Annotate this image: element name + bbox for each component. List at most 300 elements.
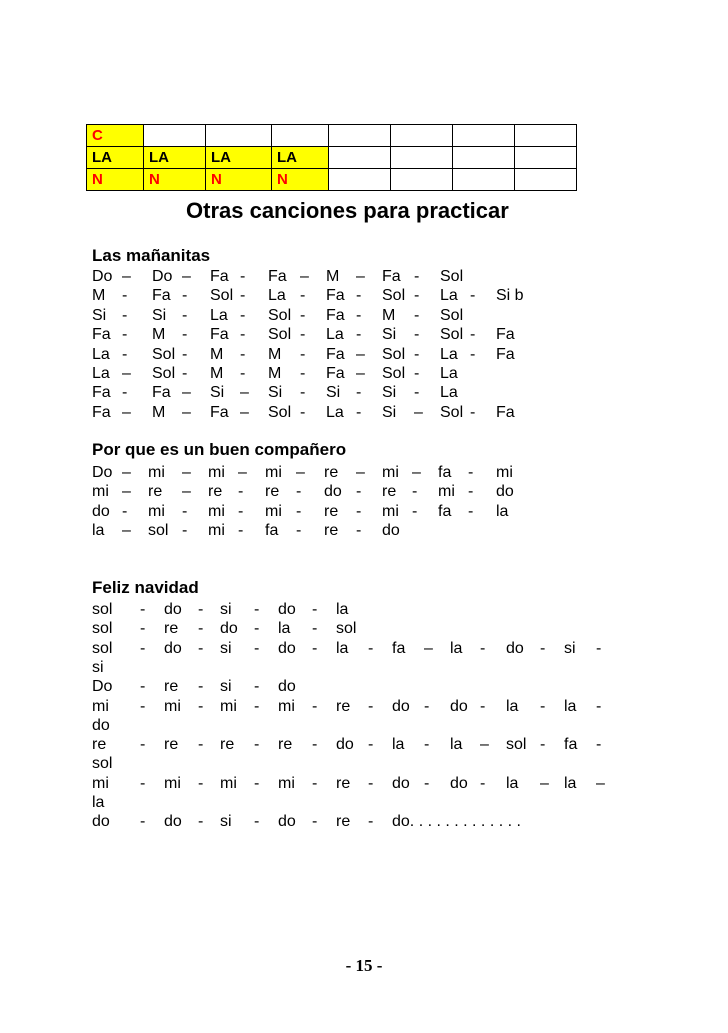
note-token: do — [92, 503, 110, 520]
note-token: – — [296, 464, 305, 481]
note-token: mi — [438, 483, 455, 500]
table-cell: N — [206, 169, 272, 191]
note-token: – — [182, 384, 191, 401]
note-token: mi — [220, 698, 237, 715]
note-token: Fa — [326, 365, 345, 382]
note-token: Si — [210, 384, 225, 401]
note-token: - — [254, 813, 260, 830]
note-token: – — [480, 736, 489, 753]
note-token: - — [480, 775, 486, 792]
note-token: - — [140, 775, 146, 792]
note-token: La — [440, 384, 458, 401]
note-token: - — [198, 640, 204, 657]
note-token: re — [220, 736, 235, 753]
note-token: - — [198, 775, 204, 792]
note-token: - — [480, 698, 486, 715]
note-token: - — [254, 736, 260, 753]
note-token: Si — [152, 307, 167, 324]
note-token: la — [450, 736, 463, 753]
note-token: Fa — [326, 287, 345, 304]
note-token: - — [122, 287, 128, 304]
note-token: la — [496, 503, 509, 520]
note-token: - — [470, 287, 476, 304]
note-token: Fa — [92, 384, 111, 401]
note-token: - — [470, 346, 476, 363]
table-cell: C — [87, 125, 144, 147]
table-cell: N — [144, 169, 206, 191]
note-token: si — [220, 601, 232, 618]
note-token: - — [238, 483, 244, 500]
table-cell — [329, 169, 391, 191]
note-token: mi — [148, 503, 165, 520]
note-token: – — [122, 522, 131, 539]
note-token: Sol — [440, 326, 464, 343]
note-token: - — [240, 365, 246, 382]
note-token: M — [210, 365, 224, 382]
note-token: - — [424, 736, 430, 753]
note-token: - — [312, 698, 318, 715]
note-token: - — [312, 640, 318, 657]
note-token: - — [122, 326, 128, 343]
note-token: re — [92, 736, 107, 753]
table-cell — [515, 147, 577, 169]
note-token: si — [220, 678, 232, 695]
note-token: - — [198, 601, 204, 618]
note-token: La — [440, 346, 458, 363]
table-cell: LA — [206, 147, 272, 169]
table-cell: LA — [144, 147, 206, 169]
song-title: Feliz navidad — [92, 578, 199, 597]
note-token: la — [506, 775, 519, 792]
note-token: – — [356, 464, 365, 481]
note-token: sol — [92, 601, 113, 618]
note-token: - — [140, 620, 146, 637]
note-token: - — [356, 326, 362, 343]
note-token: Fa — [92, 404, 111, 421]
note-token: - — [300, 326, 306, 343]
note-token: M — [210, 346, 224, 363]
note-token: - — [470, 326, 476, 343]
note-token: Fa — [326, 346, 345, 363]
table-cell — [272, 125, 329, 147]
note-token: mi — [92, 698, 109, 715]
note-token: - — [468, 464, 474, 481]
note-token: M — [268, 346, 282, 363]
note-token: Si b — [496, 287, 524, 304]
note-token: re — [336, 698, 351, 715]
note-token: do — [92, 813, 110, 830]
note-token: - — [540, 698, 546, 715]
note-token: - — [140, 813, 146, 830]
note-token: M — [326, 268, 340, 285]
table-cell: N — [272, 169, 329, 191]
table-cell — [453, 147, 515, 169]
note-token: La — [92, 365, 110, 382]
table-cell: LA — [272, 147, 329, 169]
note-token: – — [356, 268, 365, 285]
song-title: Las mañanitas — [92, 246, 211, 265]
note-token: - — [356, 522, 362, 539]
note-token: M — [152, 326, 166, 343]
note-token: - — [312, 775, 318, 792]
note-token: La — [440, 287, 458, 304]
note-token: – — [122, 404, 131, 421]
note-token: - — [312, 620, 318, 637]
note-token: - — [140, 736, 146, 753]
table-cell — [391, 169, 453, 191]
note-token: – — [122, 483, 131, 500]
note-token: mi — [220, 775, 237, 792]
note-token: do. . . . . . . . . . . . . — [392, 813, 521, 830]
note-token: Sol — [440, 404, 464, 421]
note-token: Fa — [496, 404, 515, 421]
note-token: fa — [392, 640, 406, 657]
note-token: re — [336, 813, 351, 830]
note-token: - — [300, 287, 306, 304]
note-token: - — [414, 346, 420, 363]
note-token: do — [450, 775, 468, 792]
note-token: - — [182, 287, 188, 304]
note-token: - — [356, 307, 362, 324]
note-token: - — [140, 640, 146, 657]
note-token: Si — [268, 384, 283, 401]
note-token: sol — [506, 736, 527, 753]
note-token: si — [92, 659, 104, 676]
note-token: re — [148, 483, 163, 500]
note-token: Do — [152, 268, 173, 285]
note-token: - — [254, 775, 260, 792]
note-token: Sol — [382, 287, 406, 304]
note-token: re — [278, 736, 293, 753]
table-cell — [515, 169, 577, 191]
note-token: mi — [208, 522, 225, 539]
note-token: re — [324, 464, 339, 481]
note-token: La — [210, 307, 228, 324]
note-token: mi — [208, 503, 225, 520]
note-token: do — [496, 483, 514, 500]
note-token: do — [506, 640, 524, 657]
note-token: Si — [382, 326, 397, 343]
table-cell — [453, 169, 515, 191]
note-token: - — [140, 601, 146, 618]
note-token: - — [198, 678, 204, 695]
note-token: re — [164, 620, 179, 637]
note-token: - — [122, 346, 128, 363]
note-token: sol — [336, 620, 357, 637]
note-token: - — [238, 503, 244, 520]
note-token: M — [382, 307, 396, 324]
note-token: La — [92, 346, 110, 363]
table-cell — [206, 125, 272, 147]
note-token: - — [414, 384, 420, 401]
note-token: do — [336, 736, 354, 753]
note-token: la — [450, 640, 463, 657]
note-token: Sol — [382, 365, 406, 382]
note-token: – — [122, 365, 131, 382]
note-token: - — [122, 503, 128, 520]
note-token: la — [278, 620, 291, 637]
note-token: Fa — [152, 287, 171, 304]
note-token: - — [140, 698, 146, 715]
note-token: – — [182, 404, 191, 421]
note-token: - — [468, 503, 474, 520]
note-token: Fa — [152, 384, 171, 401]
note-token: mi — [382, 503, 399, 520]
note-token: – — [182, 268, 191, 285]
note-token: M — [152, 404, 166, 421]
note-token: - — [300, 307, 306, 324]
note-token: - — [424, 698, 430, 715]
note-token: M — [268, 365, 282, 382]
table-cell: N — [87, 169, 144, 191]
note-token: – — [182, 464, 191, 481]
note-token: do — [278, 601, 296, 618]
note-token: mi — [265, 464, 282, 481]
note-token: – — [540, 775, 549, 792]
note-token: - — [198, 736, 204, 753]
note-token: - — [414, 326, 420, 343]
note-grid-table — [86, 124, 577, 191]
page-number: - 15 - — [345, 956, 383, 975]
note-token: - — [414, 307, 420, 324]
note-token: - — [356, 404, 362, 421]
note-token: do — [164, 813, 182, 830]
note-token: La — [326, 404, 344, 421]
note-token: - — [368, 775, 374, 792]
note-token: – — [122, 464, 131, 481]
note-token: mi — [148, 464, 165, 481]
note-token: M — [92, 287, 106, 304]
note-token: re — [164, 736, 179, 753]
note-token: do — [392, 698, 410, 715]
note-token: la — [336, 640, 349, 657]
note-token: - — [300, 346, 306, 363]
note-token: sol — [92, 640, 113, 657]
note-token: - — [540, 640, 546, 657]
note-token: do — [382, 522, 400, 539]
note-token: Fa — [382, 268, 401, 285]
note-token: re — [265, 483, 280, 500]
note-token: Sol — [440, 307, 464, 324]
table-row — [87, 169, 577, 191]
note-token: - — [368, 640, 374, 657]
note-token: do — [278, 640, 296, 657]
note-token: do — [324, 483, 342, 500]
note-token: - — [182, 326, 188, 343]
note-token: - — [238, 522, 244, 539]
note-token: - — [596, 698, 602, 715]
note-token: sol — [92, 755, 113, 772]
note-token: - — [182, 307, 188, 324]
table-cell — [329, 147, 391, 169]
note-token: fa — [438, 464, 452, 481]
note-token: sol — [92, 620, 113, 637]
note-token: - — [356, 287, 362, 304]
note-token: sol — [148, 522, 169, 539]
note-token: - — [240, 346, 246, 363]
note-token: mi — [496, 464, 513, 481]
note-token: Sol — [382, 346, 406, 363]
page-heading: Otras canciones para practicar — [186, 198, 509, 223]
table-row — [87, 125, 577, 147]
note-token: – — [356, 365, 365, 382]
note-token: - — [140, 678, 146, 695]
note-token: – — [356, 346, 365, 363]
note-token: re — [324, 522, 339, 539]
note-token: - — [254, 601, 260, 618]
note-token: Fa — [210, 404, 229, 421]
note-token: – — [182, 483, 191, 500]
note-token: Fa — [210, 326, 229, 343]
note-token: Fa — [496, 346, 515, 363]
note-token: si — [220, 813, 232, 830]
note-token: - — [240, 326, 246, 343]
song-title: Por que es un buen compañero — [92, 440, 347, 459]
note-token: do — [392, 775, 410, 792]
note-token: do — [450, 698, 468, 715]
note-token: La — [440, 365, 458, 382]
note-token: - — [182, 522, 188, 539]
note-token: - — [198, 813, 204, 830]
note-token: – — [424, 640, 433, 657]
note-token: Do — [92, 678, 113, 695]
note-token: - — [182, 503, 188, 520]
note-token: - — [480, 640, 486, 657]
note-token: - — [182, 365, 188, 382]
note-token: re — [324, 503, 339, 520]
table-row — [87, 147, 577, 169]
note-token: - — [300, 404, 306, 421]
note-token: - — [356, 384, 362, 401]
note-token: la — [336, 601, 349, 618]
table-cell — [391, 125, 453, 147]
note-token: – — [122, 268, 131, 285]
note-token: mi — [278, 775, 295, 792]
note-token: - — [356, 503, 362, 520]
note-token: do — [164, 640, 182, 657]
note-token: Si — [92, 307, 107, 324]
note-token: - — [414, 365, 420, 382]
note-token: - — [122, 384, 128, 401]
note-token: Si — [382, 384, 397, 401]
note-token: la — [92, 794, 105, 811]
note-token: - — [122, 307, 128, 324]
note-token: Fa — [210, 268, 229, 285]
note-token: fa — [564, 736, 578, 753]
note-token: Sol — [152, 365, 176, 382]
note-token: – — [240, 404, 249, 421]
note-token: – — [238, 464, 247, 481]
note-token: la — [564, 775, 577, 792]
note-token: do — [220, 620, 238, 637]
note-token: re — [336, 775, 351, 792]
note-token: La — [326, 326, 344, 343]
table-cell — [144, 125, 206, 147]
note-token: - — [412, 503, 418, 520]
note-token: - — [412, 483, 418, 500]
note-token: Sol — [440, 268, 464, 285]
note-token: do — [278, 678, 296, 695]
note-token: - — [356, 483, 362, 500]
note-token: Fa — [496, 326, 515, 343]
note-token: La — [268, 287, 286, 304]
note-token: - — [424, 775, 430, 792]
note-token: mi — [164, 698, 181, 715]
note-token: – — [414, 404, 423, 421]
note-token: Do — [92, 464, 113, 481]
note-token: do — [92, 717, 110, 734]
note-token: - — [182, 346, 188, 363]
note-token: Sol — [152, 346, 176, 363]
note-token: si — [564, 640, 576, 657]
note-token: - — [368, 736, 374, 753]
note-token: - — [296, 522, 302, 539]
note-token: - — [540, 736, 546, 753]
note-token: - — [312, 813, 318, 830]
note-token: - — [312, 601, 318, 618]
note-token: - — [414, 268, 420, 285]
note-token: Sol — [268, 404, 292, 421]
note-token: mi — [278, 698, 295, 715]
note-token: Si — [326, 384, 341, 401]
note-token: - — [254, 698, 260, 715]
note-token: Sol — [268, 307, 292, 324]
note-token: - — [254, 678, 260, 695]
note-token: - — [254, 620, 260, 637]
note-token: la — [92, 522, 105, 539]
note-token: la — [392, 736, 405, 753]
note-token: do — [164, 601, 182, 618]
table-cell — [453, 125, 515, 147]
note-token: – — [412, 464, 421, 481]
note-token: - — [468, 483, 474, 500]
note-token: - — [470, 404, 476, 421]
note-token: – — [240, 384, 249, 401]
note-token: mi — [265, 503, 282, 520]
note-token: Fa — [268, 268, 287, 285]
note-token: - — [596, 736, 602, 753]
note-token: - — [300, 365, 306, 382]
note-token: - — [300, 384, 306, 401]
note-token: Fa — [92, 326, 111, 343]
note-token: - — [296, 483, 302, 500]
table-cell — [329, 125, 391, 147]
note-token: fa — [265, 522, 279, 539]
note-token: Sol — [268, 326, 292, 343]
note-token: - — [240, 268, 246, 285]
note-token: mi — [382, 464, 399, 481]
note-token: re — [208, 483, 223, 500]
note-token: do — [278, 813, 296, 830]
note-token: fa — [438, 503, 452, 520]
note-token: - — [312, 736, 318, 753]
note-token: mi — [92, 483, 109, 500]
note-token: mi — [92, 775, 109, 792]
note-token: - — [368, 813, 374, 830]
note-token: - — [240, 287, 246, 304]
note-token: - — [368, 698, 374, 715]
note-token: - — [240, 307, 246, 324]
note-token: Si — [382, 404, 397, 421]
note-token: la — [506, 698, 519, 715]
note-token: - — [414, 287, 420, 304]
note-token: si — [220, 640, 232, 657]
note-token: Do — [92, 268, 113, 285]
note-token: Sol — [210, 287, 234, 304]
note-token: - — [296, 503, 302, 520]
note-token: - — [254, 640, 260, 657]
note-token: mi — [164, 775, 181, 792]
